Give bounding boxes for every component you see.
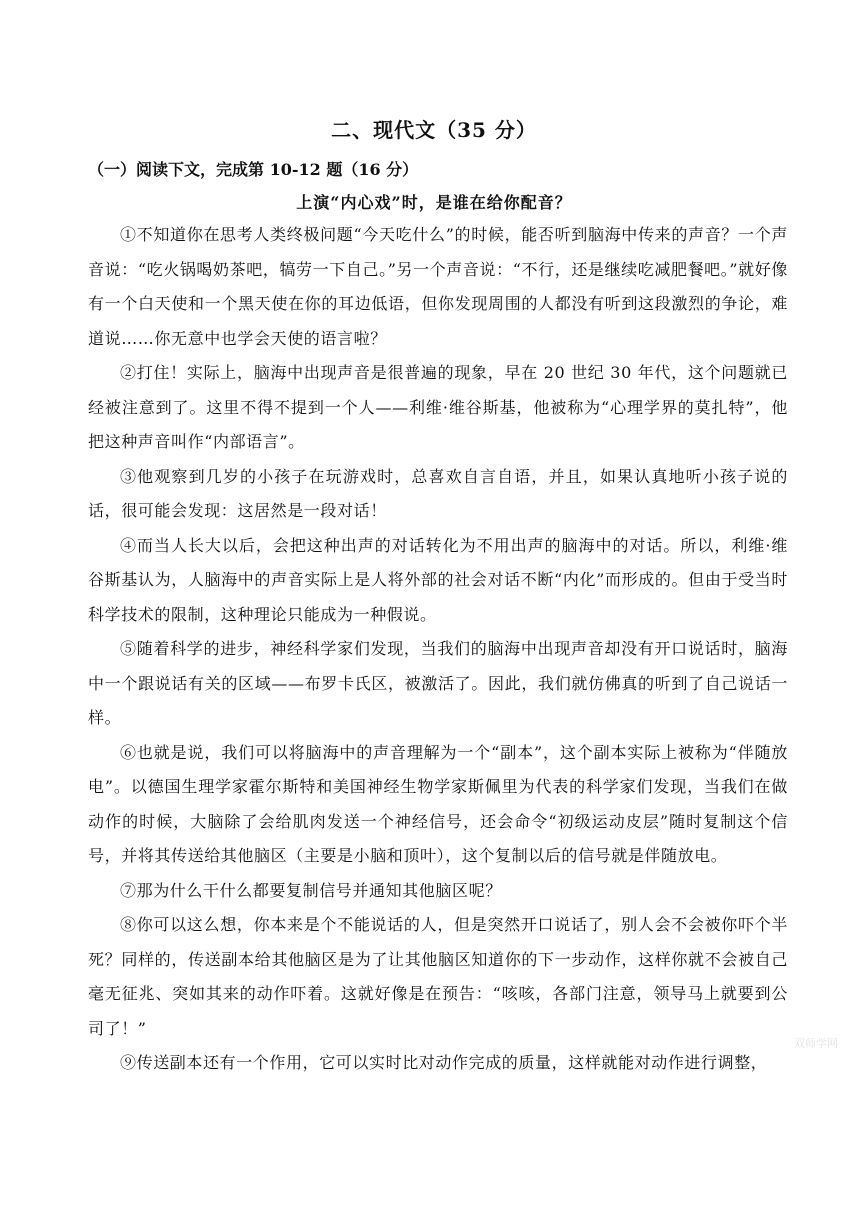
paragraph-1: ①不知道你在思考人类终极问题“今天吃什么”的时候，能否听到脑海中传来的声音？一个声音说：“吃火锅喝奶茶吧，犒劳一下自己。”另一个声音说：“不行，还是继续吃减肥餐吧。”就好像有一个白天使和一个黑天使在你的耳边低语，但你发现周围的人都没有听到这段激烈的争论，难道说……你无意中也学会天使的语言啦？ bbox=[88, 225, 788, 348]
watermark: 双师学网 bbox=[794, 1037, 838, 1050]
paragraph-2: ②打住！实际上，脑海中出现声音是很普遍的现象，早在 20 世纪 30 年代，这个问题就已经被注意到了。这里不得不提到一个人——利维·维谷斯基，他被称为“心理学界的莫扎特”，他把这种声音叫作“内部语言”。 bbox=[88, 363, 788, 451]
paragraph-9: ⑨传送副本还有一个作用，它可以实时比对动作完成的质量，这样就能对动作进行调整， bbox=[120, 1053, 768, 1072]
article-title: 上演“内心戏”时，是谁在给你配音？ bbox=[296, 193, 572, 212]
paragraph-6: ⑥也就是说，我们可以将脑海中的声音理解为一个“副本”，这个副本实际上被称为“伴随放电”。以德国生理学家霍尔斯特和美国神经生物学家斯佩里为代表的科学家们发现，当我们在做动作的时候，大脑除了会给肌肉发送一个神经信号，还会命令“初级运动皮层”随时复制这个信号，并将其传送给其他脑区（主要是小脑和顶叶），这个复制以后的信号就是伴随放电。 bbox=[88, 742, 788, 865]
paragraph-7: ⑦那为什么干什么都要复制信号并通知其他脑区呢？ bbox=[120, 880, 502, 900]
paragraph-3: ③他观察到几岁的小孩子在玩游戏时，总喜欢自言自语，并且，如果认真地听小孩子说的话，很可能会发现：这居然是一段对话！ bbox=[88, 466, 788, 520]
reading-instruction: （一）阅读下文，完成第 10-12 题（16 分） bbox=[88, 160, 419, 179]
paragraph-5: ⑤随着科学的进步，神经科学家们发现，当我们的脑海中出现声音却没有开口说话时，脑海中一个跟说话有关的区域——布罗卡氏区，被激活了。因此，我们就仿佛真的听到了自己说话一样。 bbox=[88, 639, 788, 727]
paragraph-4: ④而当人长大以后，会把这种出声的对话转化为不用出声的脑海中的对话。所以，利维·维谷斯基认为，人脑海中的声音实际上是人将外部的社会对话不断“内化”而形成的。但由于受当时科学技术的限制，这种理论只能成为一种假说。 bbox=[88, 535, 788, 624]
article-body bbox=[88, 218, 788, 1081]
section-title: 二、现代文（35 分） bbox=[331, 118, 537, 142]
paragraph-8: ⑧你可以这么想，你本来是个不能说话的人，但是突然开口说话了，别人会不会被你吓个半死？同样的，传送副本给其他脑区是为了让其他脑区知道你的下一步动作，这样你就不会被自己毫无征兆、突如其来的动作吓着。这就好像是在预告：“咳咳，各部门注意，领导马上就要到公司了！” bbox=[88, 915, 788, 1038]
